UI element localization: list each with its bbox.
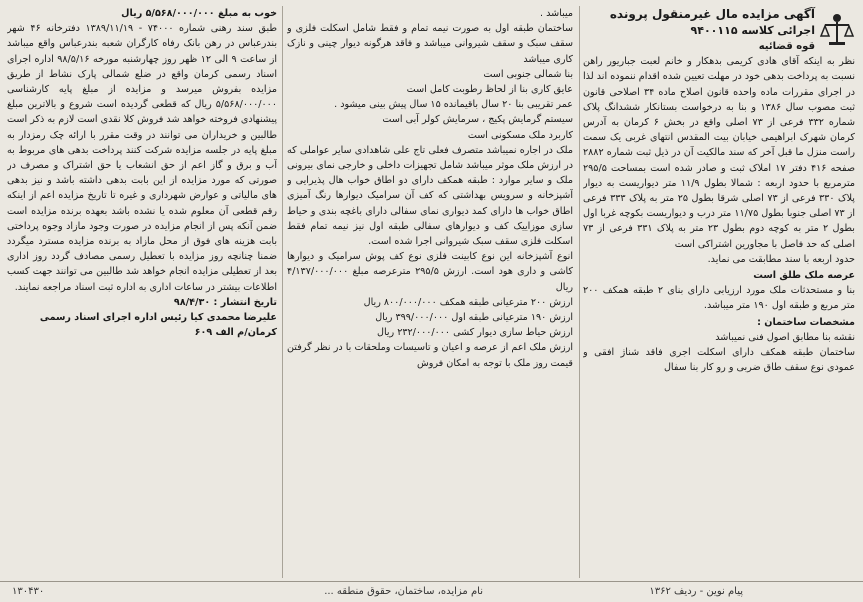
- notice-paragraph: ساختمان طبقه همکف دارای اسکلت اجری فاقد شناژ افقی و عمودی نوع سقف طاق ضربی و رو کار بنا سفال: [583, 347, 855, 374]
- page-footer: [0, 581, 863, 602]
- notice-paragraph: ملک در اجاره نمیباشد متصرف فعلی تاج علی شاهدادی سایر عواملی که در ارزش ملک موثر میباشد شامل تجهیزات داخلی و خارجی نمای بیرونی ملک و سایر موارد : طبقه همکف دارای دو اطاق خواب هال پذیرایی و آشپزخانه و سرویس بهداشتی که کف آن سرامیک دیوارها رنگ آمیزی اطاق خواب ها دارای کمد دیواری نمای سفالی دارای باغچه بندی و حیاط سازی موزاییک کف و دیوارهای سفالی طبقه اول نیز نیمه تمام فقط اسکلت فلزی سقف سبک شیروانی اجرا شده است.: [287, 144, 573, 248]
- notice-paragraph: عمر تقریبی بنا ۲۰ سال باقیمانده ۱۵ سال پیش بینی میشود .: [334, 99, 573, 111]
- notice-paragraph: نقشه بنا مطابق اصول فنی نمیباشد: [715, 331, 855, 343]
- right-column: [583, 6, 855, 580]
- value-line: ارزش ۲۰۰ مترعیانی طبقه همکف ۸۰۰/۰۰۰/۰۰۰ ریال: [363, 296, 573, 308]
- notice-paragraph: عایق کاری بنا از لحاظ رطوبت کامل است: [406, 84, 573, 96]
- notice-paragraph: میباشد .: [539, 8, 573, 19]
- column-divider: [579, 6, 580, 578]
- footer-middle: نام مزایده، ساختمان، حقوق منطقه ...: [324, 586, 483, 597]
- signature-code: کرمان/م الف ۶۰۹: [194, 327, 277, 339]
- publish-date: تاریخ انتشار : ۹۸/۴/۳۰: [173, 296, 277, 308]
- notice-paragraph: ساختمان طبقه اول به صورت نیمه تمام و فقط شامل اسکلت فلزی و سقف سبک و سقف شیروانی میباشد و فاقد هرگونه دیوار چینی و نازک کاری میباشد: [287, 23, 573, 65]
- notice-paragraph: سیستم گرمایش پکیج ، سرمایش کولر آبی است: [382, 114, 573, 126]
- area-subhead: عرصه ملک طلق است: [753, 270, 855, 282]
- notice-paragraph: بنا شمالی جنوبی است: [483, 68, 573, 80]
- notice-paragraph: بنا و مستحدثات ملک مورد ارزیابی دارای بنای ۲ طبقه همکف ۲۰۰ متر مربع و طبقه اول ۱۹۰ متر میباشد.: [583, 285, 855, 312]
- notice-paragraph: حدود اربعه با سند مطابقت می نماید.: [707, 253, 855, 265]
- specs-subhead: مشخصات ساختمان :: [757, 316, 855, 328]
- notice-title: آگهی مزایده مال غیرمنقول پرونده: [609, 7, 815, 21]
- notice-paragraph: طبق سند رهنی شماره ۷۴۰۰۰ - ۱۳۸۹/۱۱/۱۹ دفترخانه ۴۶ شهر بندرعباس در رهن بانک رفاه کارگران شعبه بندرعباس واقع میباشد از ساعت ۹ الی ۱۲ ظهر روز چهارشنبه مورخه ۹۸/۵/۱۶ اداره اجرای اسناد رسمی کرمان واقع در ضلع شمالی پارک نشاط از طریق مزایده بفروش میرسد و مزایده از مبلغ پایه کارشناسی ۵/۵۶۸/۰۰۰/۰۰۰ ریال که قطعی گردیده است شروع و بالاترین مبلغ پیشنهادی فروخته خواهد شد فروش کلا نقدی است لازم به ذکر است طالبین و خریداران می توانند در وقت مقرر با ارائه چک رمزدار به مبلغ پایه در جلسه مزایده شرکت کنند پرداخت بدهی های مربوط به آب و برق و گاز اعم از حق انشعاب یا حق اشتراک و مصرف در صورتی که مورد مزایده از این بابت بدهی داشته باشد و نیز بدهی های مالیاتی و عوارض شهرداری و غیره تا تاریخ مزایده اعم از اینکه رقم قطعی آن معلوم شده یا نشده باشد بعهده برنده مزایده است ضمن آنکه پس از انجام مزایده در صورت وجود مازاد وجوه پرداختی بابت هزینه های فوق از محل مازاد به برنده مزایده مسترد میگردد ضمنا چنانچه روز مزایده با تعطیل رسمی مصادف گردد روز اداری بعد از تعطیلی مزایده انجام خواهد شد طالبین می توانند جهت کسب اطلاعات بیشتر در ساعات اداری به اداره ثبت اسناد مراجعه نمایند.: [7, 23, 277, 293]
- notice-paragraph: ارزش ملک اعم از عرصه و اعیان و تاسیسات وملحقات با در نظر گرفتن قیمت روز ملک با توجه به امکان فروش: [287, 342, 573, 369]
- notice-paragraph: کاربرد ملک مسکونی است: [467, 129, 573, 141]
- left-column: [7, 6, 277, 580]
- column-divider: [282, 6, 283, 578]
- footer-left: ۱۳۰۴۳۰: [12, 586, 45, 597]
- middle-column: [287, 6, 573, 580]
- price-line: خوب به مبلغ ۵/۵۶۸/۰۰۰/۰۰۰ ریال: [121, 8, 277, 19]
- notice-paragraph: نظر به اینکه آقای هادی کریمی بدهکار و خانم لعبت جباریور راهن نسبت به پرداخت بدهی خود در مهلت تعیین شده اقدام ننموده اند لذا در اجرای مقررات ماده واحده قانون اصلاح ماده ۳۴ اصلاحی قانون ثبت مصوب سال ۱۳۸۶ و بنا به درخواست بستانکار ششدانگ پلاک شماره ۳۳۲ فرعی از ۷۳ اصلی واقع در بخش ۶ کرمان به آدرس کرمان شهرک ابراهیمی خیابان بیت المقدس انتهای غربی یک سمت راست منزل ما قبل آخر که سند مالکیت آن در ذیل ثبت شماره ۲۸۸۲ صفحه ۴۱۶ دفتر ۱۷ املاک ثبت و صادر شده است بمساحت ۲۹۵/۵ مترمربع با حدود اربعه : شمالا بطول ۱۱/۹ متر دیواریست به دیوار پلاک ۳۳۰ فرعی از ۷۳ اصلی شرقا بطول ۲۵ متر به پلاک ۳۳۳ فرعی از ۷۳ اصلی جنوبا بطول ۱۱/۷۵ متر درب و دیواریست بکوچه غربا اول بطول ۲ متر به کوچه دوم بطول ۲۳ متر به پلاک ۳۳۱ فرعی از ۷۳ اصلی که حد فاصل با مجاورین اشتراکی است: [583, 56, 855, 250]
- judiciary-emblem-icon: [819, 10, 855, 54]
- emblem-caption: قوه قضائیه: [758, 41, 815, 52]
- value-line: ارزش حیاط سازی دیوار کشی ۲۳۲/۰۰۰/۰۰۰ ریال: [376, 327, 573, 339]
- case-number: اجرائی کلاسه ۹۴۰۰۱۱۵: [690, 24, 815, 37]
- notice-paragraph: انوع آشپزخانه این نوع کابینت فلزی نوع کف پوش سرامیک و دیوارها کاشی و داری هود است. ارزش ۲۹۵/۵ مترعرصه مبلغ ۴/۱۳۷/۰۰۰/۰۰۰ ریال: [287, 251, 573, 293]
- signature: علیرضا محمدی کیا رئیس اداره اجرای اسناد رسمی: [39, 312, 277, 324]
- value-line: ارزش ۱۹۰ مترعیانی طبقه اول ۳۹۹/۰۰۰/۰۰۰ ریال: [375, 312, 573, 324]
- footer-right: پیام نوین - ردیف ۱۳۶۲: [649, 586, 743, 597]
